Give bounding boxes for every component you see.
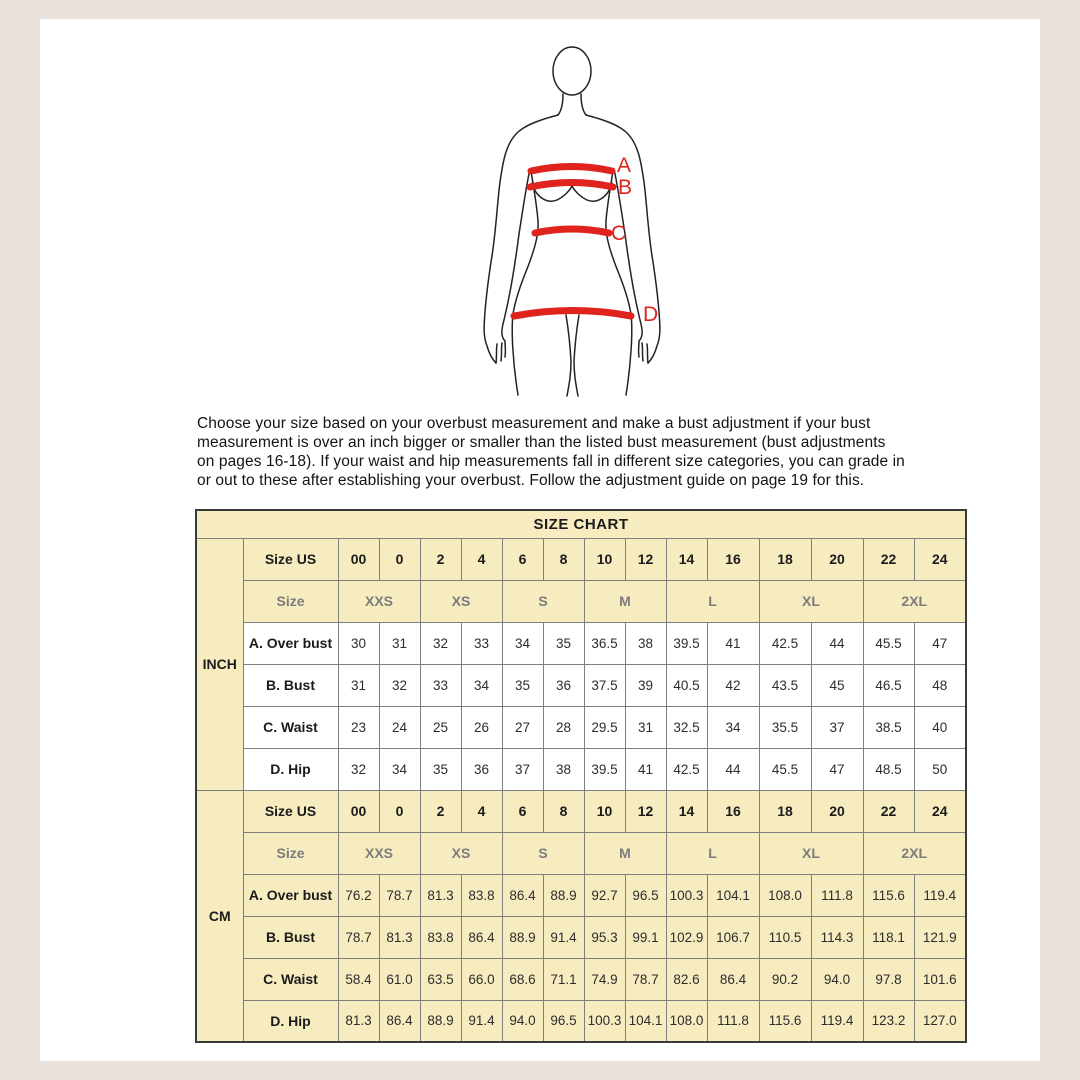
- label-c: C: [611, 222, 627, 245]
- inch-size-letter-value: L: [666, 580, 759, 622]
- cm-size-letter-value: XL: [759, 832, 863, 874]
- inch-over-bust-value: 35: [543, 622, 584, 664]
- cm-size-us-value: 00: [338, 790, 379, 832]
- inch-over-bust-value: 34: [502, 622, 543, 664]
- inch-over-bust-value: 31: [379, 622, 420, 664]
- inch-hip-value: 45.5: [759, 748, 811, 790]
- cm-waist-value: 61.0: [379, 958, 420, 1000]
- inch-over-bust-value: 47: [914, 622, 966, 664]
- cm-waist-value: 86.4: [707, 958, 759, 1000]
- cm-bust-value: 102.9: [666, 916, 707, 958]
- waist-band: [535, 229, 609, 233]
- sizing-instructions-paragraph: [197, 414, 983, 490]
- cm-size-letter-value: 2XL: [863, 832, 966, 874]
- cm-size-letter-value: M: [584, 832, 666, 874]
- inch-size-us-value: 14: [666, 538, 707, 580]
- inch-size-us-value: 24: [914, 538, 966, 580]
- cm-size-letter-value: XXS: [338, 832, 420, 874]
- inch-size-letter-value: 2XL: [863, 580, 966, 622]
- row-label-over-bust: A. Over bust: [243, 622, 338, 664]
- inch-waist-value: 26: [461, 706, 502, 748]
- inch-size-us-value: 8: [543, 538, 584, 580]
- cm-size-us-value: 22: [863, 790, 914, 832]
- row-label-bust: B. Bust: [243, 916, 338, 958]
- inch-size-us-value: 18: [759, 538, 811, 580]
- unit-label-inch: INCH: [196, 538, 243, 790]
- band-labels: [611, 154, 658, 326]
- cm-waist-value: 94.0: [811, 958, 863, 1000]
- inch-waist-value: 27: [502, 706, 543, 748]
- inch-waist-value: 34: [707, 706, 759, 748]
- cm-hip-value: 88.9: [420, 1000, 461, 1042]
- paragraph-line: on pages 16-18). If your waist and hip measurements fall in different size categories, you can grade in: [197, 453, 905, 470]
- row-label-hip: D. Hip: [243, 748, 338, 790]
- inch-over-bust-value: 33: [461, 622, 502, 664]
- inch-bust-value: 34: [461, 664, 502, 706]
- cm-size-us-value: 4: [461, 790, 502, 832]
- cm-over-bust-value: 115.6: [863, 874, 914, 916]
- cm-size-letter-value: L: [666, 832, 759, 874]
- inch-waist-value: 31: [625, 706, 666, 748]
- row-label-size-us: Size US: [243, 538, 338, 580]
- inch-waist-value: 32.5: [666, 706, 707, 748]
- cm-size-us-value: 8: [543, 790, 584, 832]
- cm-hip-value: 96.5: [543, 1000, 584, 1042]
- cm-hip-value: 100.3: [584, 1000, 625, 1042]
- cm-bust-value: 106.7: [707, 916, 759, 958]
- cm-waist-value: 78.7: [625, 958, 666, 1000]
- inch-bust-value: 48: [914, 664, 966, 706]
- cm-size-us-value: 24: [914, 790, 966, 832]
- inch-over-bust-value: 30: [338, 622, 379, 664]
- cm-over-bust-value: 96.5: [625, 874, 666, 916]
- inch-size-letter-value: XL: [759, 580, 863, 622]
- cm-hip-value: 111.8: [707, 1000, 759, 1042]
- cm-hip-value: 81.3: [338, 1000, 379, 1042]
- inch-waist-value: 38.5: [863, 706, 914, 748]
- inch-size-us-value: 4: [461, 538, 502, 580]
- inch-hip-value: 32: [338, 748, 379, 790]
- inch-bust-value: 31: [338, 664, 379, 706]
- inch-size-letter-value: M: [584, 580, 666, 622]
- size-chart-table: [195, 509, 967, 1043]
- cm-bust-value: 91.4: [543, 916, 584, 958]
- inch-hip-value: 38: [543, 748, 584, 790]
- cm-hip-value: 94.0: [502, 1000, 543, 1042]
- inch-hip-value: 34: [379, 748, 420, 790]
- inch-waist-value: 28: [543, 706, 584, 748]
- inch-over-bust-value: 44: [811, 622, 863, 664]
- inch-over-bust-value: 36.5: [584, 622, 625, 664]
- inch-bust-value: 35: [502, 664, 543, 706]
- inch-over-bust-value: 41: [707, 622, 759, 664]
- cm-size-letter-value: S: [502, 832, 584, 874]
- row-label-waist: C. Waist: [243, 706, 338, 748]
- label-a: A: [617, 154, 632, 177]
- paragraph-line: Choose your size based on your overbust measurement and make a bust adjustment if your bust: [197, 415, 871, 432]
- inch-size-us-value: 10: [584, 538, 625, 580]
- cm-waist-value: 63.5: [420, 958, 461, 1000]
- row-label-hip: D. Hip: [243, 1000, 338, 1042]
- cm-bust-value: 88.9: [502, 916, 543, 958]
- cm-hip-value: 119.4: [811, 1000, 863, 1042]
- cm-waist-value: 97.8: [863, 958, 914, 1000]
- cm-bust-value: 110.5: [759, 916, 811, 958]
- inch-size-letter-value: XXS: [338, 580, 420, 622]
- inch-over-bust-value: 45.5: [863, 622, 914, 664]
- cm-hip-value: 104.1: [625, 1000, 666, 1042]
- inch-hip-value: 44: [707, 748, 759, 790]
- overbust-band: [531, 167, 612, 172]
- inch-bust-value: 40.5: [666, 664, 707, 706]
- row-label-size: Size: [243, 832, 338, 874]
- content-panel: [40, 19, 1040, 1061]
- inch-hip-value: 36: [461, 748, 502, 790]
- inch-waist-value: 37: [811, 706, 863, 748]
- cm-over-bust-value: 83.8: [461, 874, 502, 916]
- inch-bust-value: 37.5: [584, 664, 625, 706]
- cm-size-letter-value: XS: [420, 832, 502, 874]
- cm-bust-value: 99.1: [625, 916, 666, 958]
- inch-hip-value: 37: [502, 748, 543, 790]
- inch-bust-value: 42: [707, 664, 759, 706]
- cm-over-bust-value: 76.2: [338, 874, 379, 916]
- cm-over-bust-value: 108.0: [759, 874, 811, 916]
- cm-size-us-value: 20: [811, 790, 863, 832]
- inch-bust-value: 43.5: [759, 664, 811, 706]
- inch-size-us-value: 20: [811, 538, 863, 580]
- cm-over-bust-value: 104.1: [707, 874, 759, 916]
- paragraph-line: or out to these after establishing your overbust. Follow the adjustment guide on page 19 for this.: [197, 472, 865, 489]
- cm-hip-value: 108.0: [666, 1000, 707, 1042]
- inch-waist-value: 35.5: [759, 706, 811, 748]
- row-label-size-us: Size US: [243, 790, 338, 832]
- inch-bust-value: 33: [420, 664, 461, 706]
- row-label-over-bust: A. Over bust: [243, 874, 338, 916]
- inch-bust-value: 46.5: [863, 664, 914, 706]
- inch-waist-value: 40: [914, 706, 966, 748]
- cm-waist-value: 90.2: [759, 958, 811, 1000]
- inch-size-us-value: 6: [502, 538, 543, 580]
- inch-bust-value: 36: [543, 664, 584, 706]
- inch-size-us-value: 00: [338, 538, 379, 580]
- cm-size-us-value: 2: [420, 790, 461, 832]
- cm-bust-value: 78.7: [338, 916, 379, 958]
- inch-waist-value: 25: [420, 706, 461, 748]
- unit-label-cm: CM: [196, 790, 243, 1042]
- cm-hip-value: 115.6: [759, 1000, 811, 1042]
- inch-over-bust-value: 38: [625, 622, 666, 664]
- label-d: D: [643, 303, 659, 326]
- row-label-waist: C. Waist: [243, 958, 338, 1000]
- cm-bust-value: 114.3: [811, 916, 863, 958]
- inch-over-bust-value: 32: [420, 622, 461, 664]
- inch-size-us-value: 0: [379, 538, 420, 580]
- size-chart-title: SIZE CHART: [196, 510, 966, 538]
- inch-waist-value: 23: [338, 706, 379, 748]
- inch-hip-value: 41: [625, 748, 666, 790]
- cm-over-bust-value: 119.4: [914, 874, 966, 916]
- cm-hip-value: 123.2: [863, 1000, 914, 1042]
- cm-size-us-value: 0: [379, 790, 420, 832]
- cm-over-bust-value: 111.8: [811, 874, 863, 916]
- inch-size-us-value: 16: [707, 538, 759, 580]
- inch-bust-value: 39: [625, 664, 666, 706]
- cm-waist-value: 66.0: [461, 958, 502, 1000]
- cm-size-us-value: 16: [707, 790, 759, 832]
- row-label-bust: B. Bust: [243, 664, 338, 706]
- cm-waist-value: 82.6: [666, 958, 707, 1000]
- cm-waist-value: 68.6: [502, 958, 543, 1000]
- cm-bust-value: 95.3: [584, 916, 625, 958]
- cm-size-us-value: 14: [666, 790, 707, 832]
- cm-bust-value: 83.8: [420, 916, 461, 958]
- cm-over-bust-value: 81.3: [420, 874, 461, 916]
- inch-size-letter-value: XS: [420, 580, 502, 622]
- cm-hip-value: 91.4: [461, 1000, 502, 1042]
- cm-hip-value: 127.0: [914, 1000, 966, 1042]
- inch-size-letter-value: S: [502, 580, 584, 622]
- inch-hip-value: 47: [811, 748, 863, 790]
- cm-over-bust-value: 92.7: [584, 874, 625, 916]
- row-label-size: Size: [243, 580, 338, 622]
- body-measurement-illustration: [472, 43, 672, 399]
- cm-over-bust-value: 100.3: [666, 874, 707, 916]
- inch-over-bust-value: 42.5: [759, 622, 811, 664]
- label-b: B: [618, 176, 633, 199]
- cm-bust-value: 118.1: [863, 916, 914, 958]
- hip-band: [514, 311, 631, 317]
- body-outline: [484, 47, 660, 396]
- inch-size-us-value: 22: [863, 538, 914, 580]
- cm-waist-value: 101.6: [914, 958, 966, 1000]
- inch-bust-value: 32: [379, 664, 420, 706]
- inch-size-us-value: 12: [625, 538, 666, 580]
- inch-size-us-value: 2: [420, 538, 461, 580]
- inch-bust-value: 45: [811, 664, 863, 706]
- cm-size-us-value: 10: [584, 790, 625, 832]
- cm-size-us-value: 12: [625, 790, 666, 832]
- cm-over-bust-value: 86.4: [502, 874, 543, 916]
- cm-over-bust-value: 78.7: [379, 874, 420, 916]
- cm-hip-value: 86.4: [379, 1000, 420, 1042]
- inch-hip-value: 42.5: [666, 748, 707, 790]
- paragraph-line: measurement is over an inch bigger or smaller than the listed bust measurement (bust adjustments: [197, 434, 886, 451]
- inch-over-bust-value: 39.5: [666, 622, 707, 664]
- inch-hip-value: 39.5: [584, 748, 625, 790]
- inch-waist-value: 24: [379, 706, 420, 748]
- cm-waist-value: 58.4: [338, 958, 379, 1000]
- cm-size-us-value: 18: [759, 790, 811, 832]
- cm-waist-value: 74.9: [584, 958, 625, 1000]
- inch-waist-value: 29.5: [584, 706, 625, 748]
- cm-over-bust-value: 88.9: [543, 874, 584, 916]
- head-outline: [553, 47, 591, 95]
- inch-hip-value: 50: [914, 748, 966, 790]
- cm-bust-value: 121.9: [914, 916, 966, 958]
- inch-hip-value: 35: [420, 748, 461, 790]
- cm-bust-value: 81.3: [379, 916, 420, 958]
- inch-hip-value: 48.5: [863, 748, 914, 790]
- cm-size-us-value: 6: [502, 790, 543, 832]
- cm-bust-value: 86.4: [461, 916, 502, 958]
- cm-waist-value: 71.1: [543, 958, 584, 1000]
